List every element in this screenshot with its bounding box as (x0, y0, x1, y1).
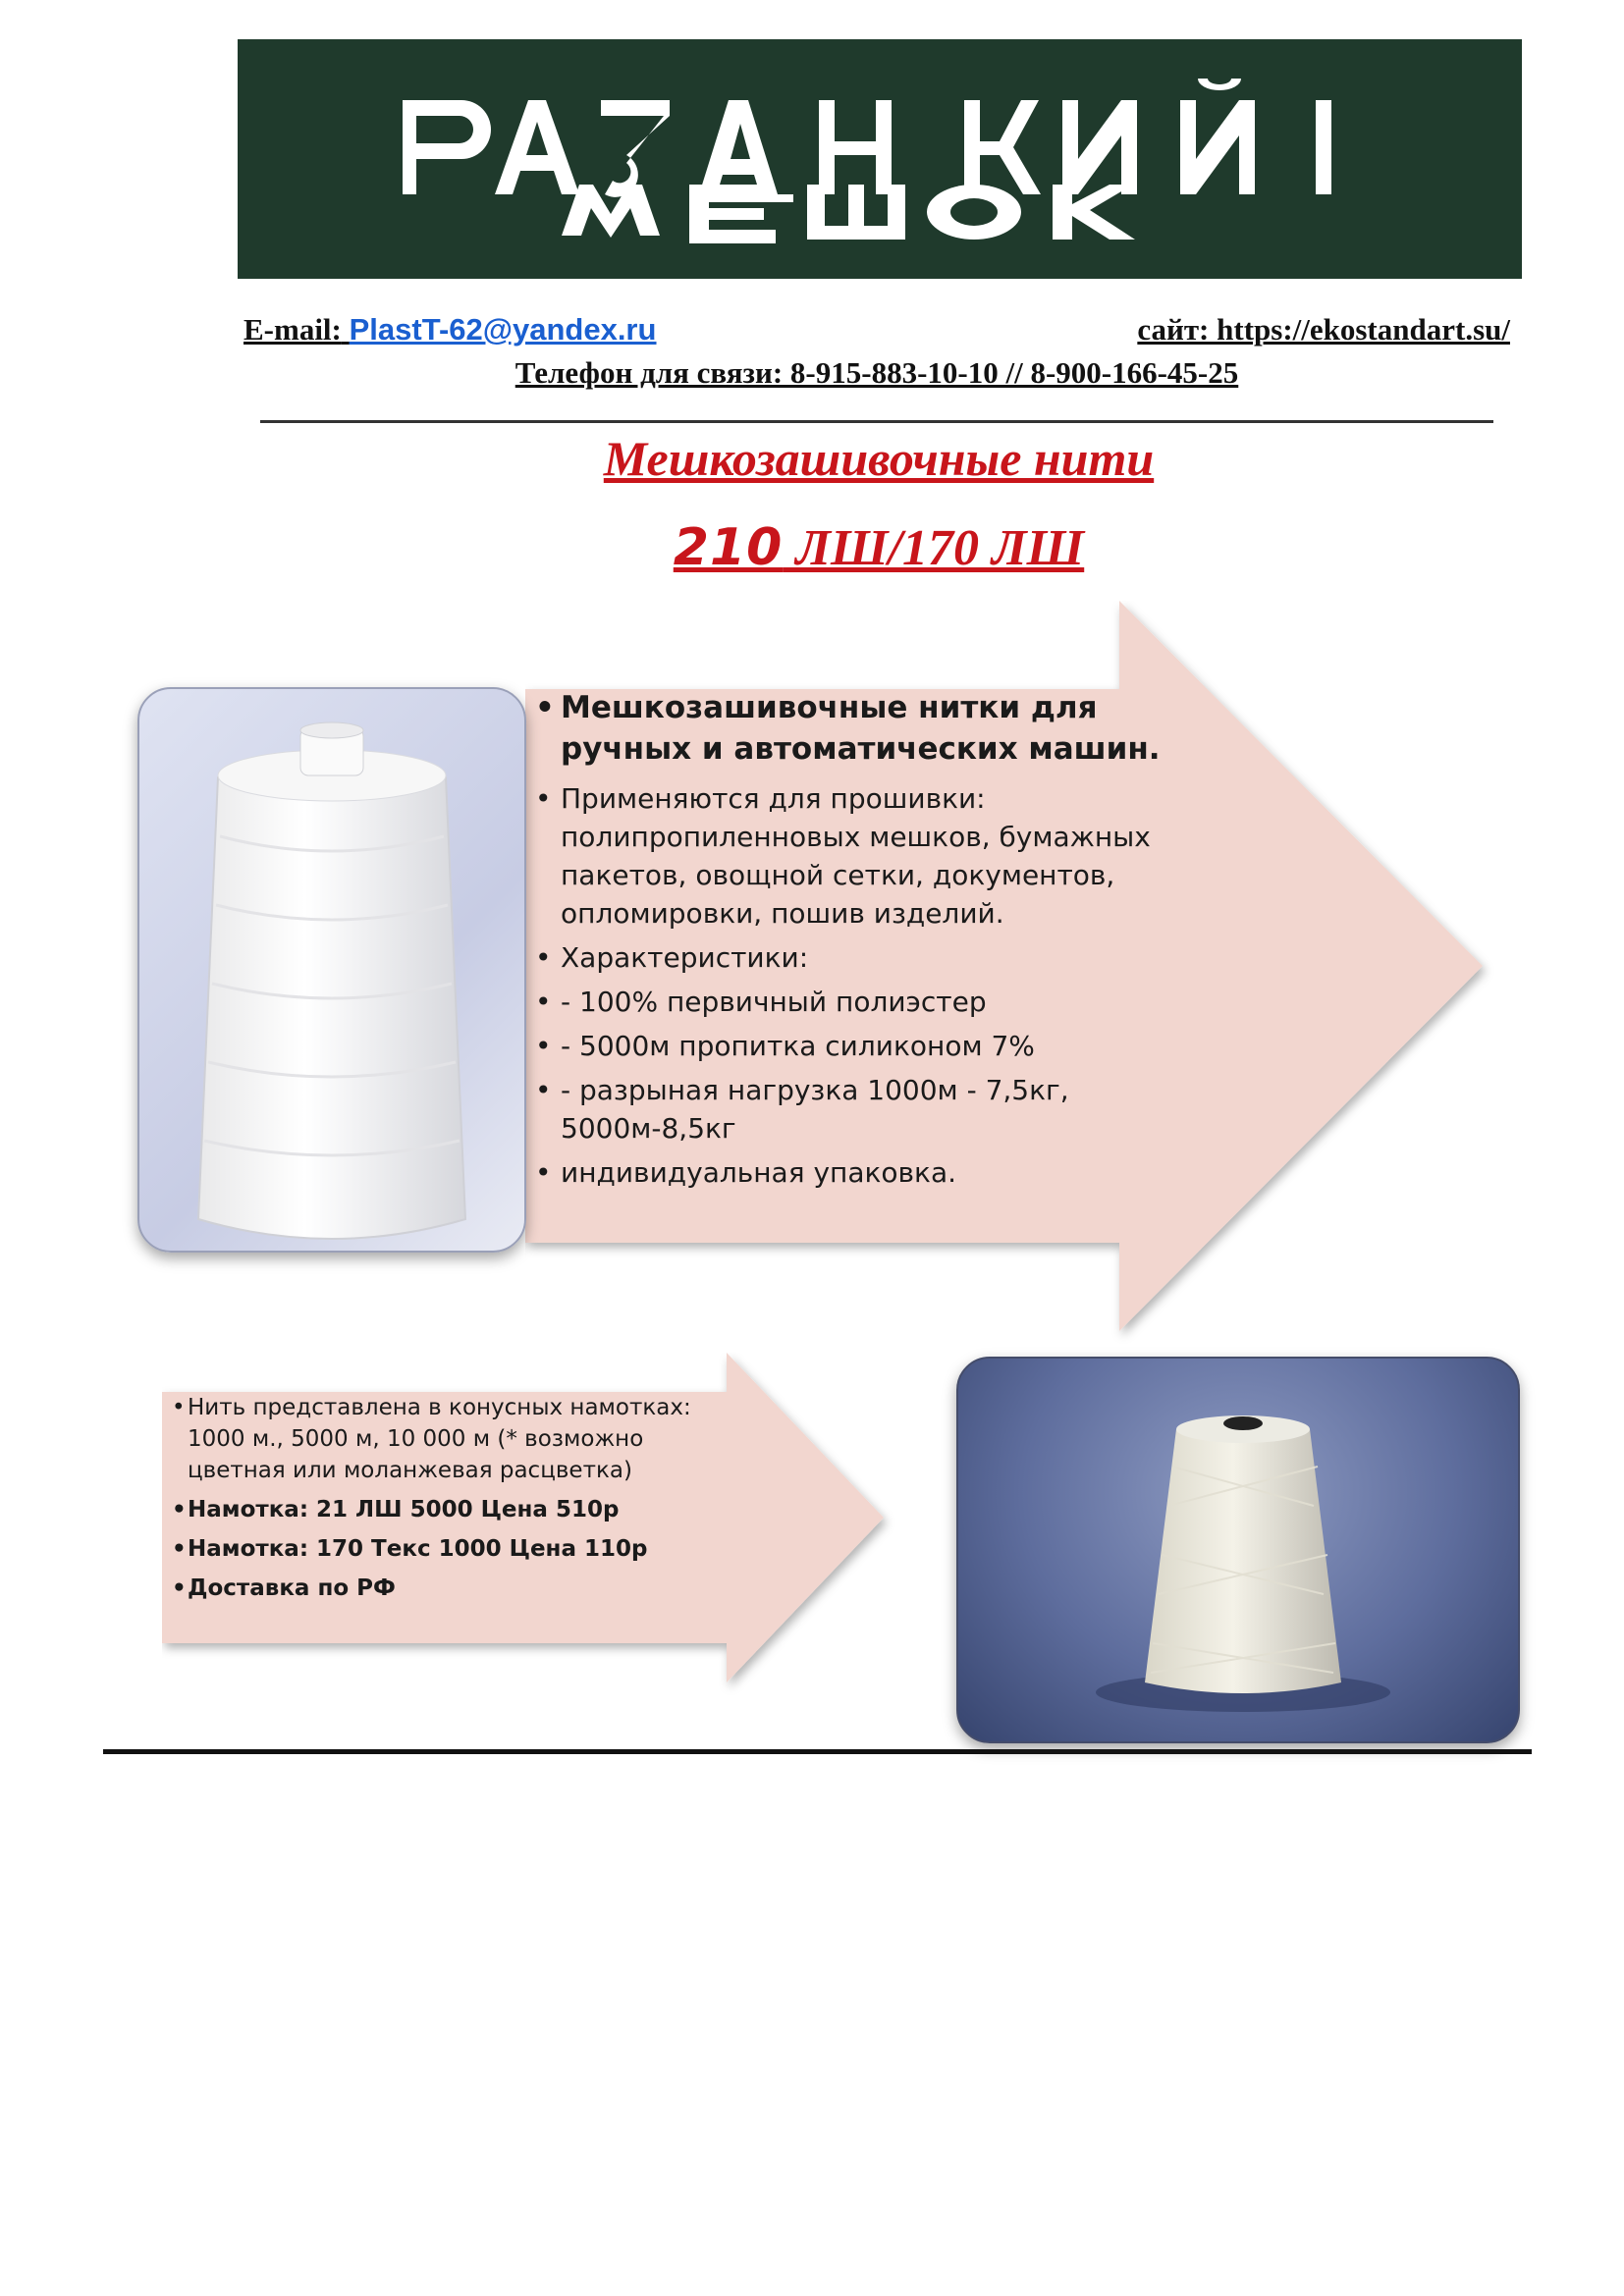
list-item (172, 1573, 741, 1604)
list-item-text: Намотка: 21 ЛШ 5000 Цена 510р (188, 1497, 620, 1522)
email-label: E-mail: (244, 312, 342, 347)
list-item (172, 1494, 741, 1525)
phone-line: Телефон для связи: 8-915-883-10-10 // 8-900-166-45-25 (514, 355, 1239, 390)
thread-cone-white-icon (139, 689, 524, 1251)
page-title: Мешкозашивочные нити (603, 431, 1155, 486)
list-item (535, 779, 1213, 933)
list-item (535, 1071, 1213, 1148)
thread-cone-photo (956, 1357, 1520, 1743)
list-item-text: Намотка: 170 Текс 1000 Цена 110р (188, 1536, 648, 1562)
list-item-text: Мешкозашивочные нитки для ручных и автоматических машин. (561, 690, 1161, 767)
bullet: • (535, 986, 552, 1018)
list-item-text: Применяются для прошивки: полипропиленновых мешков, бумажных пакетов, овощной сетки, документов, опломировки, пошив изделий. (561, 782, 1151, 930)
bullet: • (535, 690, 555, 725)
page-subtitle (295, 518, 1463, 577)
list-item-text: - разрыная нагрузка 1000м - 7,5кг, 5000м-8,5кг (561, 1074, 1069, 1145)
section2-list (172, 1392, 741, 1612)
bullet: • (172, 1497, 187, 1522)
bullet: • (172, 1395, 186, 1420)
contact-line (244, 312, 1510, 355)
list-item-text: Доставка по РФ (188, 1575, 396, 1601)
list-item-text: - 5000м пропитка силиконом 7% (561, 1030, 1035, 1062)
section1-list (535, 687, 1213, 1198)
site-link[interactable]: сайт: https://ekostandart.su/ (1137, 312, 1510, 347)
bullet: • (535, 1030, 552, 1062)
brand-logo-icon (238, 39, 1522, 279)
list-item (535, 687, 1213, 770)
list-item (535, 938, 1213, 977)
list-item (172, 1392, 741, 1486)
list-item-text: индивидуальная упаковка. (561, 1156, 957, 1189)
bullet: • (172, 1536, 187, 1562)
list-item-text: - 100% первичный полиэстер (561, 986, 987, 1018)
thread-spool-photo (137, 687, 526, 1253)
list-item (535, 983, 1213, 1021)
bullet: • (535, 1074, 552, 1106)
bullet: • (172, 1575, 187, 1601)
divider (260, 420, 1493, 423)
brand-banner (238, 39, 1522, 279)
list-item-text: Нить представлена в конусных намотках: 1000 м., 5000 м, 10 000 м (* возможно цветная или моланжевая расцветка) (188, 1395, 691, 1483)
thread-cone-ivory-icon (958, 1359, 1518, 1741)
subtitle-number: 210 (673, 518, 784, 577)
bullet: • (535, 1156, 552, 1189)
list-item-text: Характеристики: (561, 941, 809, 974)
email-row (244, 312, 656, 347)
bullet: • (535, 941, 552, 974)
list-item (535, 1153, 1213, 1192)
bottom-divider (103, 1749, 1532, 1754)
list-item (172, 1533, 741, 1565)
email-link[interactable]: PlastT-62@yandex.ru (349, 312, 657, 347)
subtitle-text: ЛШ/170 ЛШ (783, 520, 1085, 576)
bullet: • (535, 782, 552, 815)
list-item (535, 1027, 1213, 1065)
